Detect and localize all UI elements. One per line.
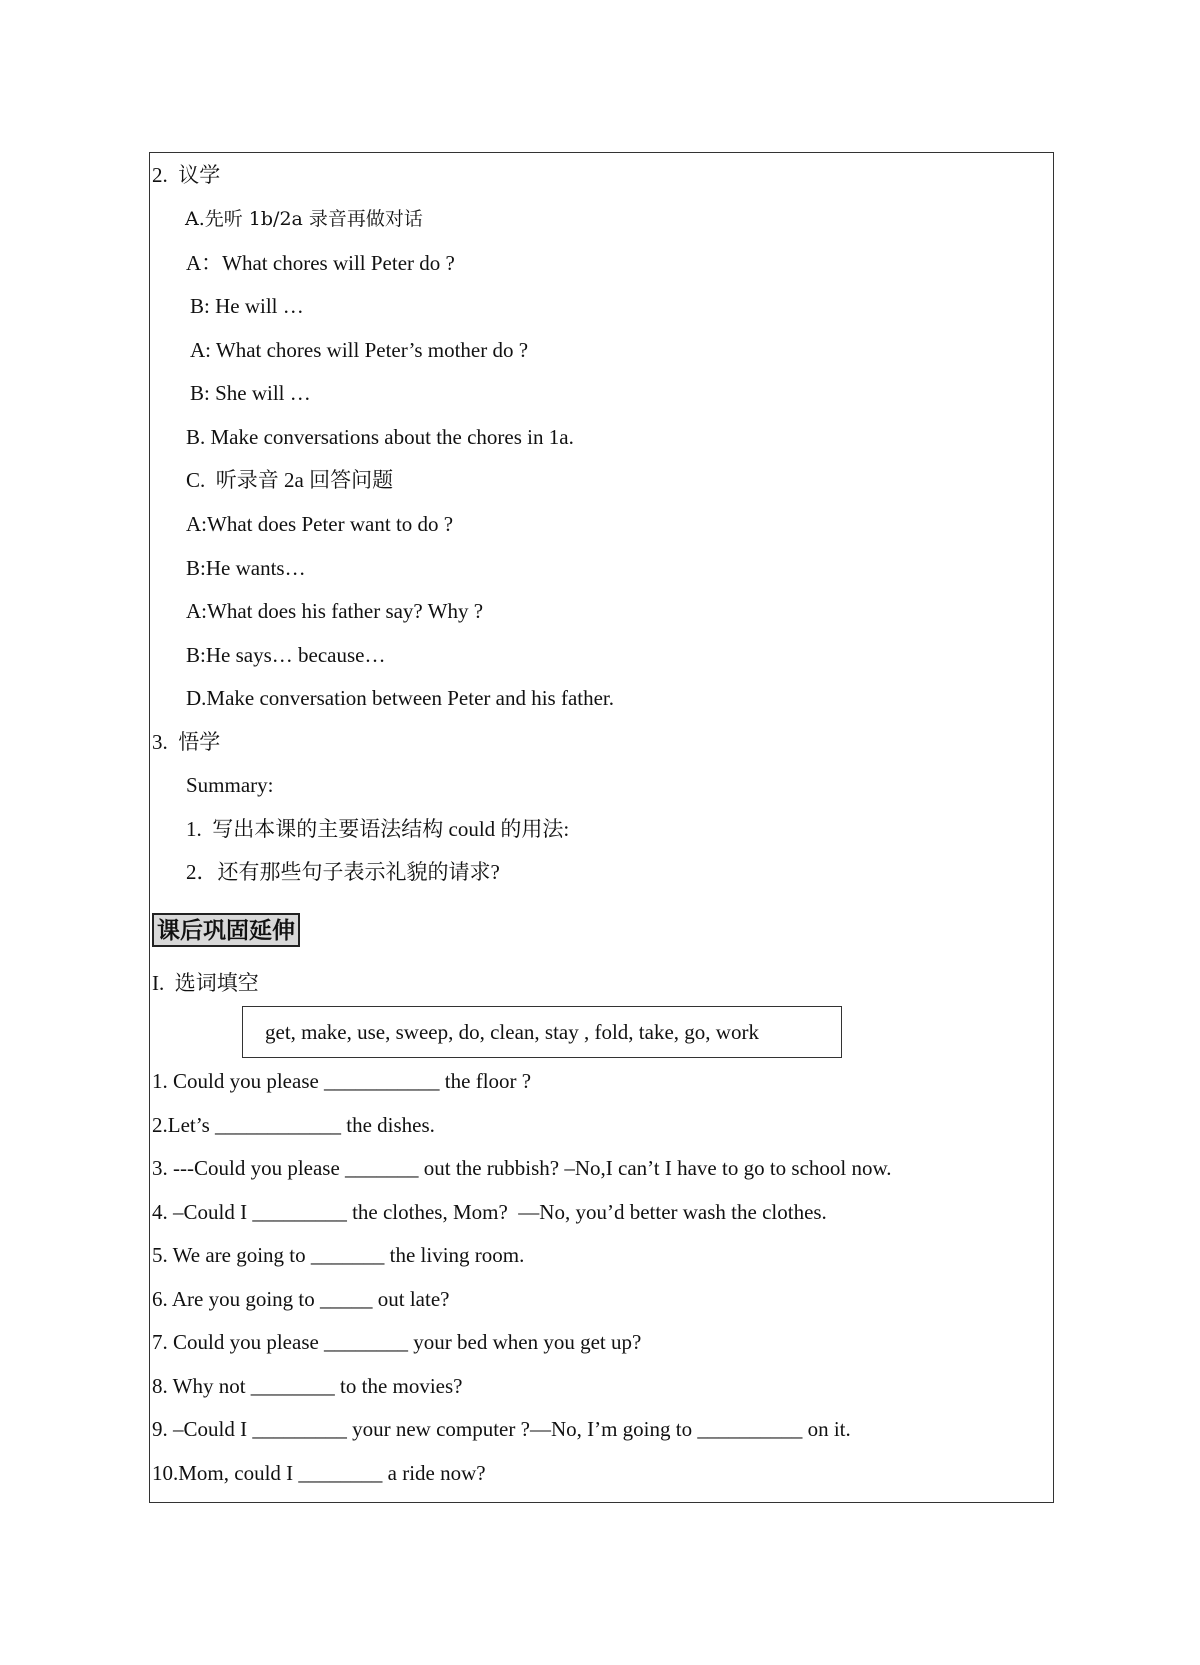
section2-part-c-title: C. 听录音 2a 回答问题 — [186, 468, 394, 492]
exercise-question: 10.Mom, could I ________ a ride now? — [152, 1461, 486, 1485]
exercise-question: 7. Could you please ________ your bed when you get up? — [152, 1330, 642, 1354]
dialog-a-answer-2: B: She will … — [190, 381, 311, 405]
exercise-question: 2.Let’s ____________ the dishes. — [152, 1113, 435, 1137]
part1-title: I. 选词填空 — [152, 971, 259, 995]
summary-item-2: 2．还有那些句子表示礼貌的请求? — [186, 860, 500, 884]
word-bank-text: get, make, use, sweep, do, clean, stay , fold, take, go, work — [265, 1020, 759, 1044]
summary-item-1: 1. 写出本课的主要语法结构 could 的用法: — [186, 817, 570, 841]
dialog-a-question-1: A：What chores will Peter do ? — [186, 251, 455, 275]
dialog-c-answer-1: B:He wants… — [186, 556, 306, 580]
section2-part-d-title: D.Make conversation between Peter and his father. — [186, 686, 615, 710]
summary-label: Summary: — [186, 773, 274, 797]
exercise-question: 3. ---Could you please _______ out the rubbish? –No,I can’t I have to go to school now. — [152, 1156, 892, 1180]
word-bank-box — [242, 1006, 842, 1058]
exercise-question: 8. Why not ________ to the movies? — [152, 1374, 463, 1398]
exercise-question: 4. –Could I _________ the clothes, Mom? —No, you’d better wash the clothes. — [152, 1200, 827, 1224]
dialog-a-answer-1: B: He will … — [190, 294, 304, 318]
dialog-a-question-2: A: What chores will Peter’s mother do ? — [190, 338, 529, 362]
extension-heading: 课后巩固延伸 — [152, 913, 300, 947]
section2-part-a-title: A.先听 1b/2a 录音再做对话 — [185, 208, 423, 230]
dialog-c-question-1: A:What does Peter want to do ? — [186, 512, 454, 536]
exercise-question: 9. –Could I _________ your new computer ?—No, I’m going to __________ on it. — [152, 1417, 851, 1441]
section2-title: 2. 议学 — [152, 163, 221, 187]
exercise-question: 5. We are going to _______ the living room. — [152, 1243, 525, 1267]
exercise-question: 6. Are you going to _____ out late? — [152, 1287, 450, 1311]
dialog-c-answer-2: B:He says… because… — [186, 643, 386, 667]
section2-part-b-title: B. Make conversations about the chores in 1a. — [186, 425, 574, 449]
dialog-c-question-2: A:What does his father say? Why ? — [186, 599, 484, 623]
section3-title: 3. 悟学 — [152, 730, 221, 754]
exercise-question: 1. Could you please ___________ the floor ? — [152, 1069, 532, 1093]
